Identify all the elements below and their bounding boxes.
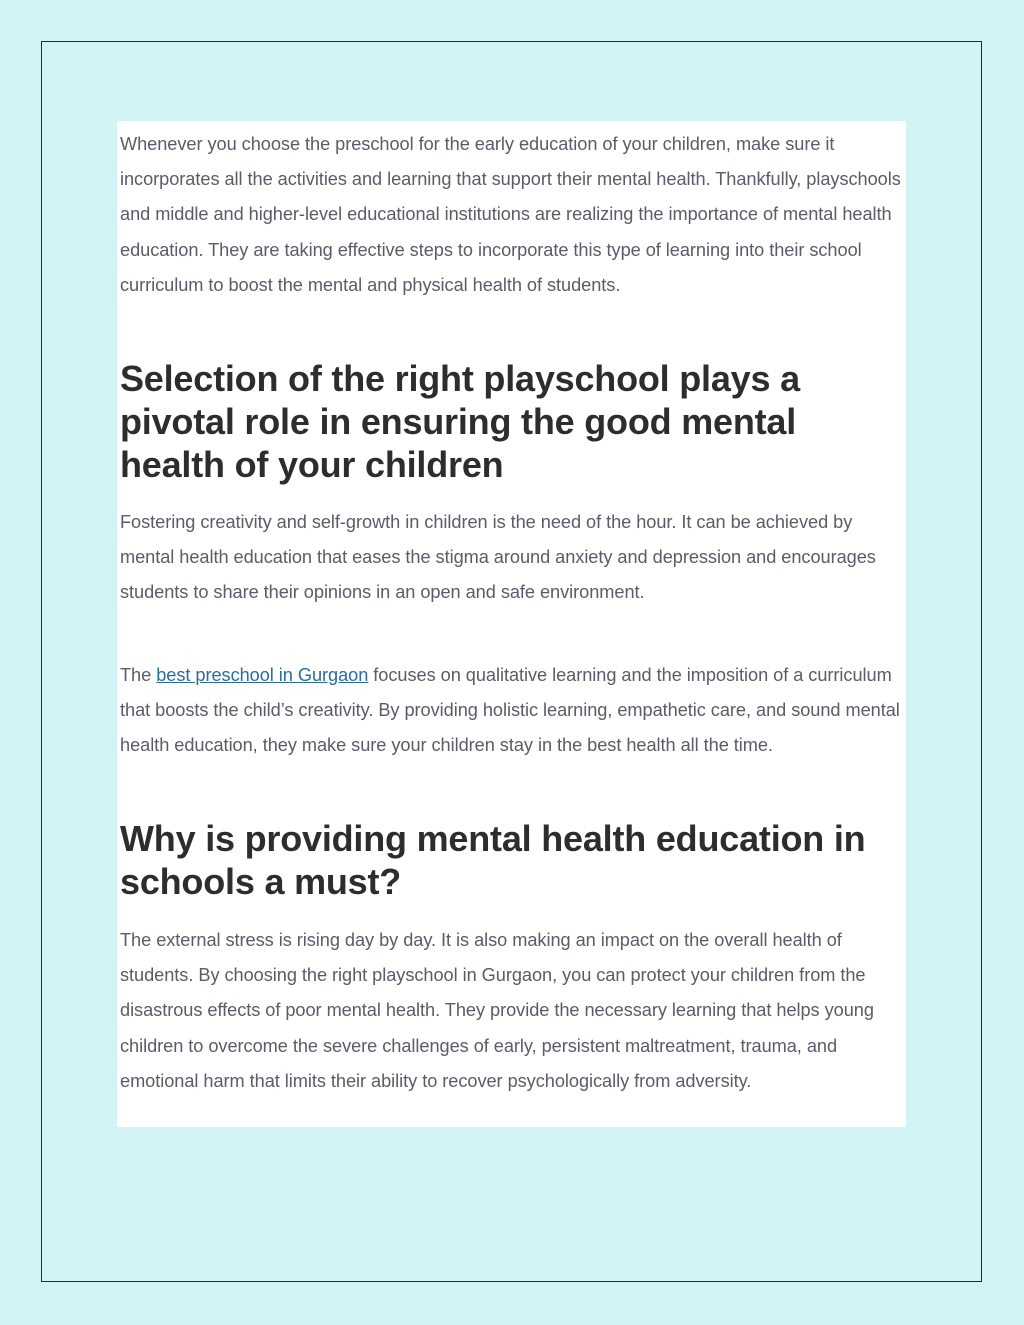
intro-paragraph: Whenever you choose the preschool for the early education of your children, make sure it incorporates all the activities and learning that support their mental health. Thankfully, playschools and middle and higher-level educational institutions are realizing the importance of mental health education. They are taking effective steps to incorporate this type of learning into their school curriculum to boost the mental and physical health of students. — [120, 134, 901, 295]
best-preschool-prefix: The — [120, 665, 157, 685]
best-preschool-paragraph — [120, 658, 905, 764]
best-preschool-suffix: focuses on qualitative learning and the imposition of a curriculum that boosts the child’s creativity. By providing holistic learning, empathetic care, and sound mental health education, they make sure your children stay in the best health all the time. — [120, 665, 900, 756]
section-heading-playschool-selection: Selection of the right playschool plays a pivotal role in ensuring the good mental health of your children — [120, 358, 800, 485]
article-content — [117, 121, 906, 1127]
external-stress-paragraph: The external stress is rising day by day. It is also making an impact on the overall health of students. By choosing the right playschool in Gurgaon, you can protect your children from the disastrous effects of poor mental health. They provide the necessary learning that helps young children to overcome the severe challenges of early, persistent maltreatment, trauma, and emotional harm that limits their ability to recover psychologically from adversity. — [120, 930, 874, 1091]
section-heading-why-education: Why is providing mental health education in schools a must? — [120, 818, 866, 902]
fostering-paragraph: Fostering creativity and self-growth in children is the need of the hour. It can be achieved by mental health education that eases the stigma around anxiety and depression and encourages students to share their opinions in an open and safe environment. — [120, 512, 876, 603]
best-preschool-link[interactable]: best preschool in Gurgaon — [156, 665, 369, 685]
